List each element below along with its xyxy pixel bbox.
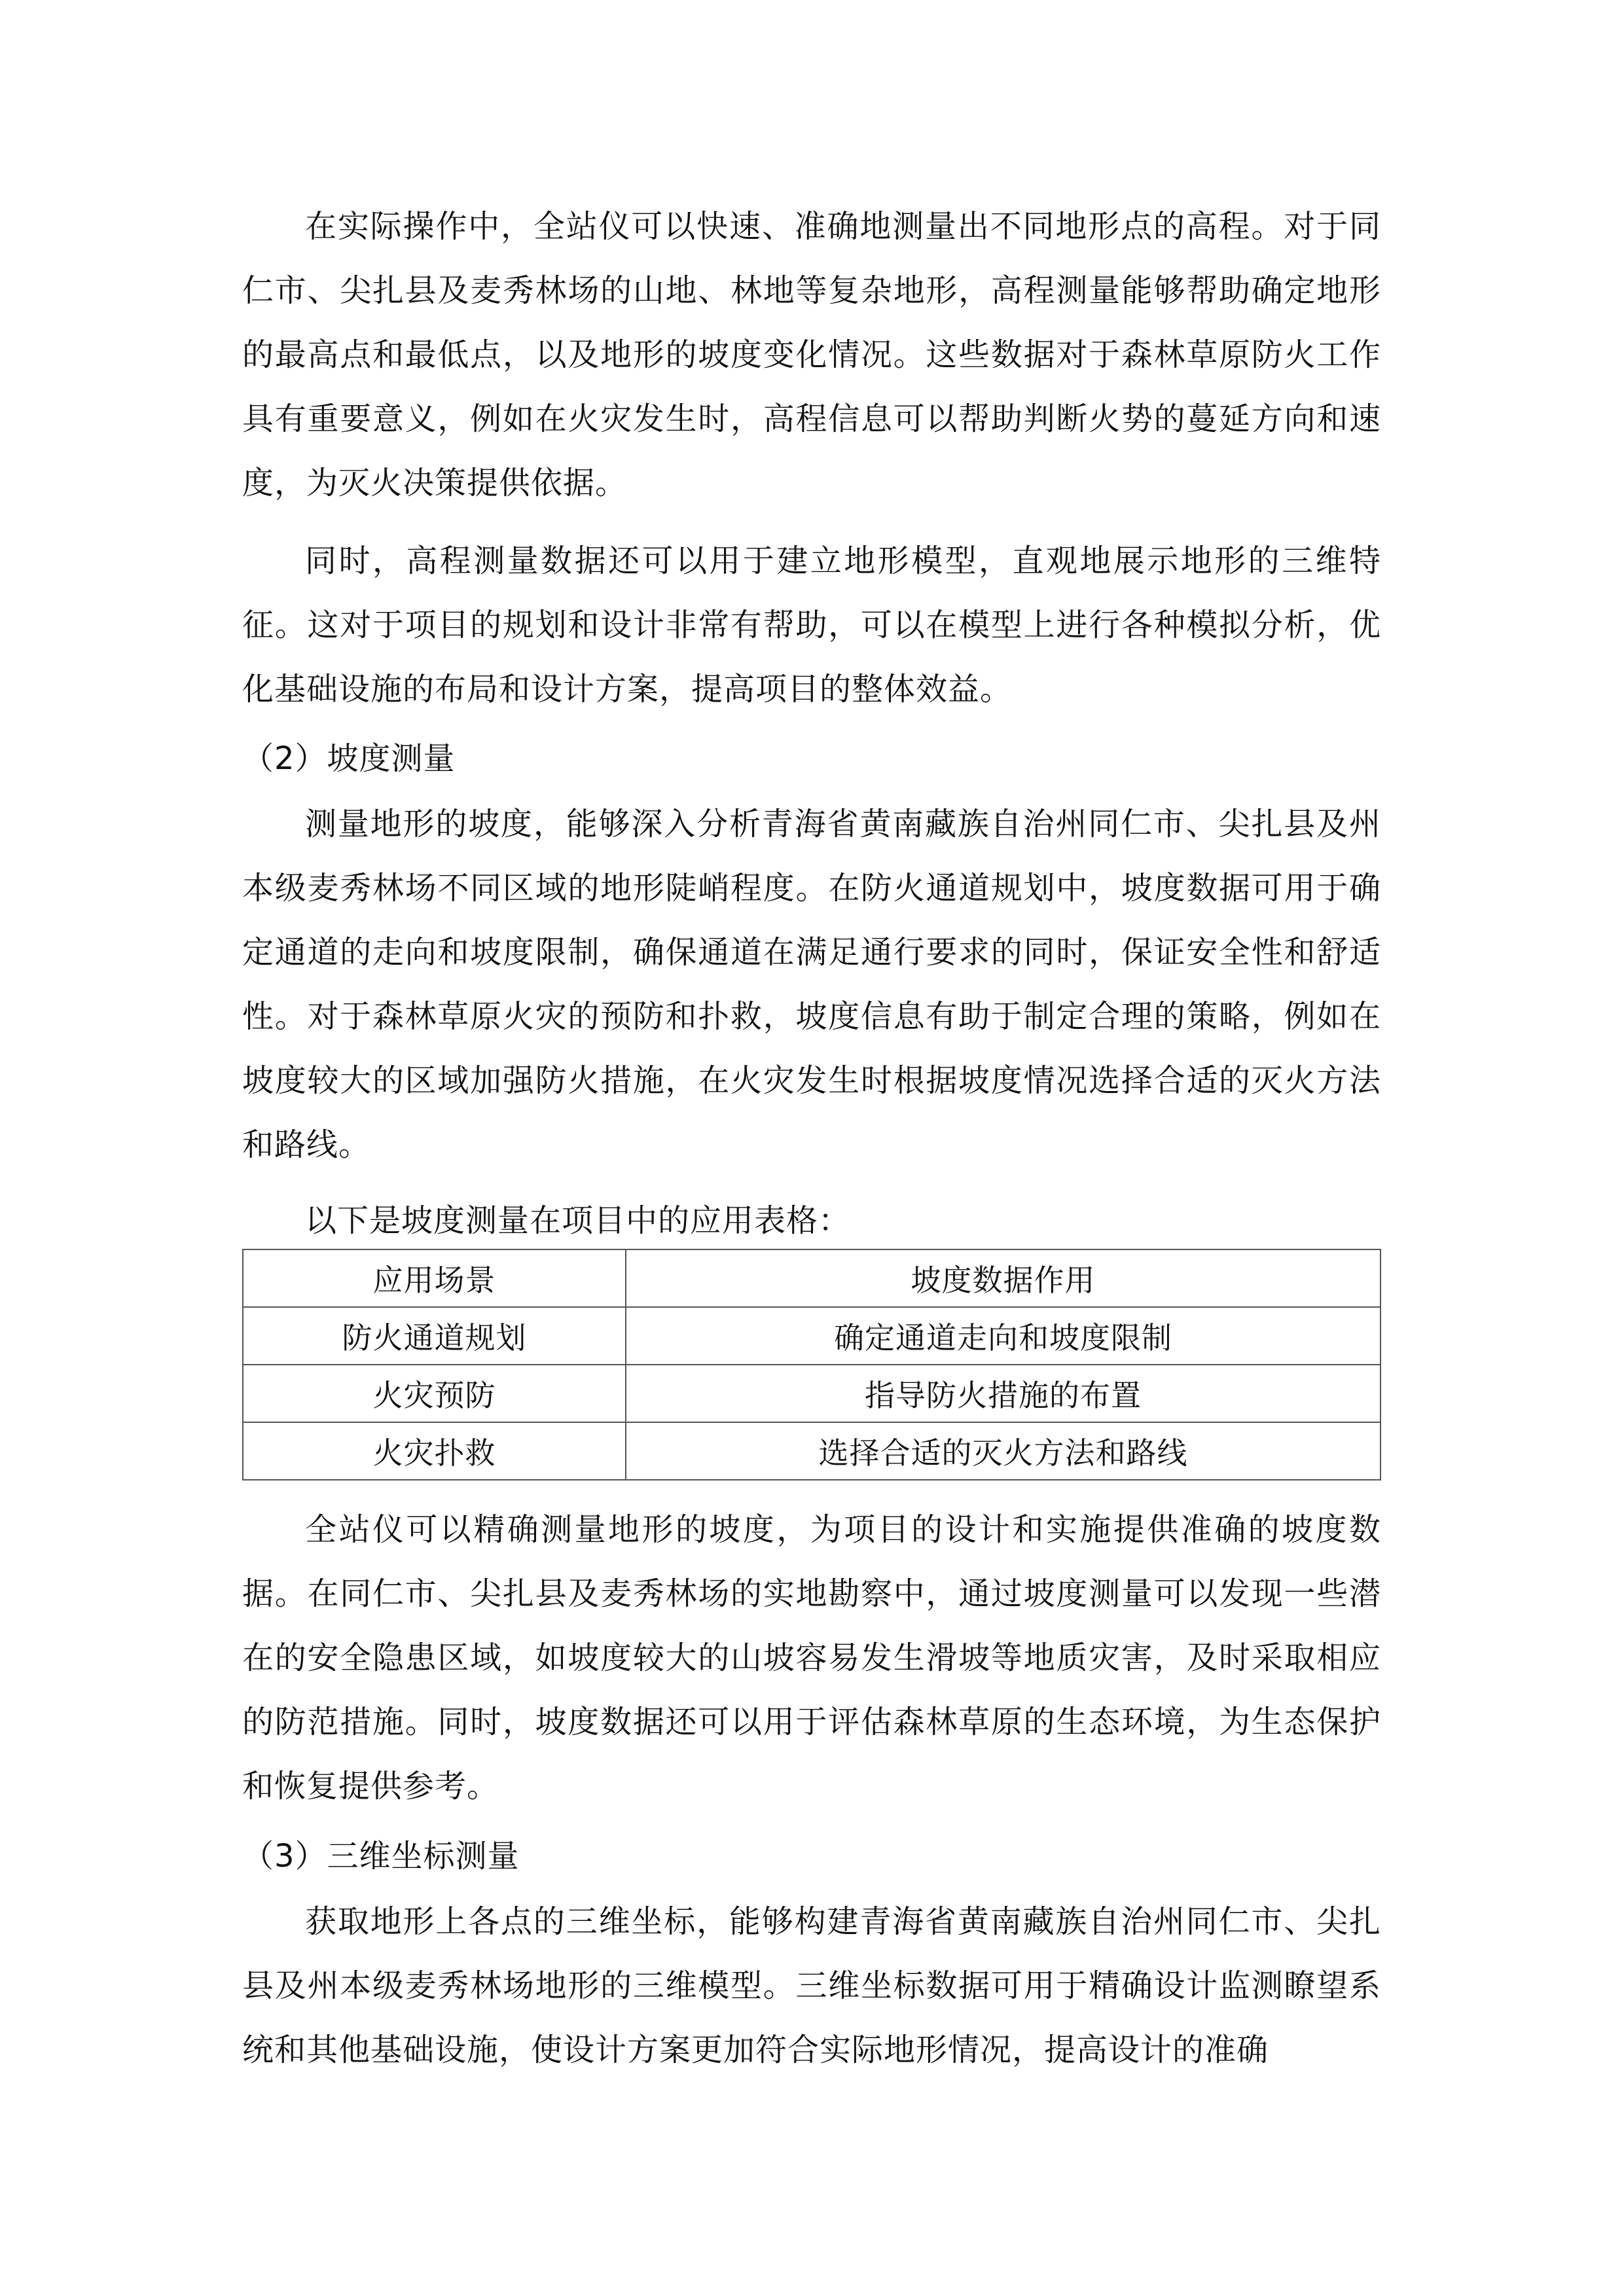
paragraph-terrain-model: 同时，高程测量数据还可以用于建立地形模型，直观地展示地形的三维特征。这对于项目的规划和设计非常有帮助，可以在模型上进行各种模拟分析，优化基础设施的布局和设计方案，提高项目的整体效益。 [242, 543, 1381, 708]
table-header-cell: 应用场景 [243, 1249, 626, 1307]
paragraph-table-intro: 以下是坡度测量在项目中的应用表格： [305, 1202, 851, 1239]
table-cell: 火灾预防 [243, 1365, 626, 1422]
paragraph-3d-coordinates: 获取地形上各点的三维坐标，能够构建青海省黄南藏族自治州同仁市、尖扎县及州本级麦秀林场地形的三维模型。三维坐标数据可用于精确设计监测瞭望系统和其他基础设施，使设计方案更加符合实际地形情况，提高设计的准确 [242, 1903, 1381, 2068]
section-heading-slope: （2）坡度测量 [242, 740, 456, 777]
table-cell: 选择合适的灭火方法和路线 [626, 1422, 1380, 1480]
slope-application-table [242, 1249, 1381, 1480]
paragraph-slope-analysis: 测量地形的坡度，能够深入分析青海省黄南藏族自治州同仁市、尖扎县及州本级麦秀林场不同区域的地形陡峭程度。在防火通道规划中，坡度数据可用于确定通道的走向和坡度限制，确保通道在满足通行要求的同时，保证安全性和舒适性。对于森林草原火灾的预防和扑救，坡度信息有助于制定合理的策略，例如在坡度较大的区域加强防火措施，在火灾发生时根据坡度情况选择合适的灭火方法和路线。 [242, 806, 1381, 1163]
table-header-cell: 坡度数据作用 [626, 1249, 1380, 1307]
table-cell: 防火通道规划 [243, 1307, 626, 1365]
table-header-row [243, 1249, 1380, 1307]
table-cell: 确定通道走向和坡度限制 [626, 1307, 1380, 1365]
table-cell: 指导防火措施的布置 [626, 1365, 1380, 1422]
table-row [243, 1422, 1380, 1480]
paragraph-elevation-operation: 在实际操作中，全站仪可以快速、准确地测量出不同地形点的高程。对于同仁市、尖扎县及麦秀林场的山地、林地等复杂地形，高程测量能够帮助确定地形的最高点和最低点，以及地形的坡度变化情况。这些数据对于森林草原防火工作具有重要意义，例如在火灾发生时，高程信息可以帮助判断火势的蔓延方向和速度，为灭火决策提供依据。 [242, 208, 1381, 501]
table-row [243, 1365, 1380, 1422]
table-cell: 火灾扑救 [243, 1422, 626, 1480]
table-row [243, 1307, 1380, 1365]
paragraph-slope-survey-benefits: 全站仪可以精确测量地形的坡度，为项目的设计和实施提供准确的坡度数据。在同仁市、尖扎县及麦秀林场的实地勘察中，通过坡度测量可以发现一些潜在的安全隐患区域，如坡度较大的山坡容易发生滑坡等地质灾害，及时采取相应的防范措施。同时，坡度数据还可以用于评估森林草原的生态环境，为生态保护和恢复提供参考。 [242, 1511, 1381, 1804]
slope-application-table-wrapper [242, 1249, 1381, 1480]
section-heading-3d-coordinates: （3）三维坐标测量 [242, 1838, 520, 1874]
